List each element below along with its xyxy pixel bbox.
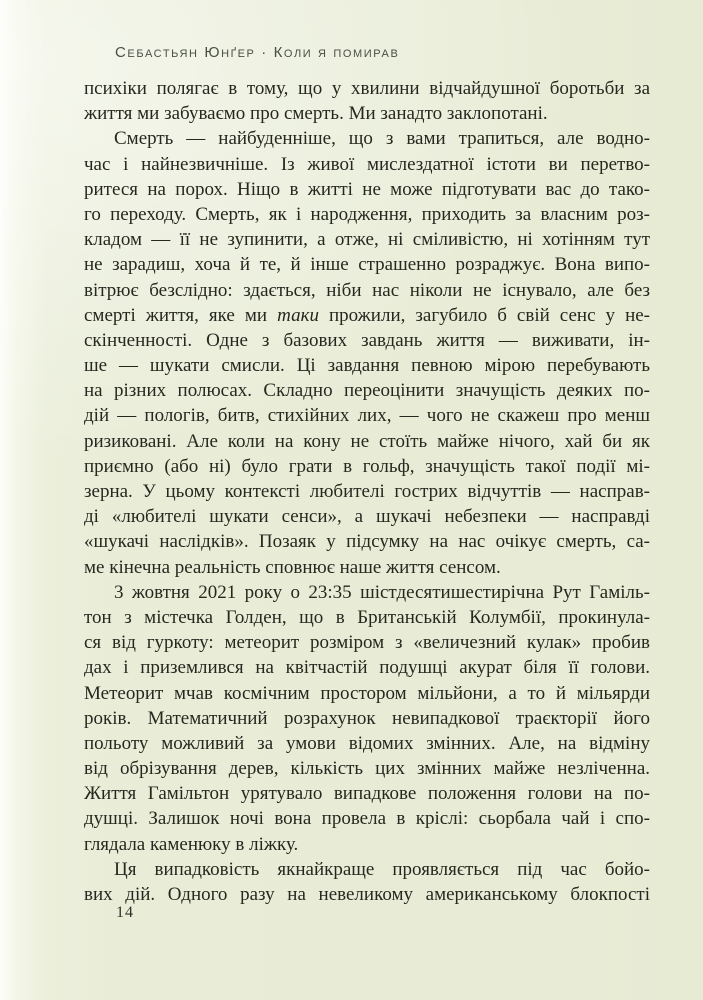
text-line: ризиковані. Але коли на кону не стоїть майже нічого, хай би як xyxy=(84,430,650,452)
text-line: на різних полюсах. Складно переоцінити значущість деяких по- xyxy=(84,380,650,402)
text-line: скінченності. Одне з базових завдань життя — виживати, ін- xyxy=(84,329,650,351)
text-line: душці. Залишок ночі вона провела в кріслі: сьорбала чай і спо- xyxy=(84,808,650,830)
text-line: ше — шукати смисли. Ці завдання певною мірою перебувають xyxy=(84,355,650,377)
paragraph xyxy=(84,76,650,126)
text-line: польоту можливий за умови відомих змінних. Але, на відміну xyxy=(84,732,650,754)
text-line: 3 жовтня 2021 року о 23:35 шістдесятишестирічна Рут Гаміль- xyxy=(114,581,650,603)
text-line: ритеся на порох. Ніщо в житті не може підготувати вас до тако- xyxy=(84,178,650,200)
text-line: вітрює безслідно: здається, ніби нас ніколи не існувало, але без xyxy=(84,279,650,301)
text-line: ді «любителі шукати сенси», а шукачі небезпеки — насправді xyxy=(84,506,650,528)
text-line: років. Математичний розрахунок невипадкової траєкторії його xyxy=(84,707,650,729)
text-line: дій — пологів, битв, стихійних лих, — чого не скажеш про менш xyxy=(84,405,650,427)
paragraph xyxy=(84,126,650,579)
text-line: вих дій. Одного разу на невеликому американському блокпості xyxy=(84,884,650,905)
text-line: життя ми забуваємо про смерть. Ми занадто заклопотані. xyxy=(84,103,548,125)
text-line: Смерть — найбуденніше, що з вами трапиться, але водно- xyxy=(114,128,650,150)
text-line: го переходу. Смерть, як і народження, приходить за власним роз- xyxy=(84,203,650,225)
text-line: не зарадиш, хоча й те, й інше страшенно розраджує. Вона випо- xyxy=(84,254,650,276)
text-line: «шукачі наслідків». Позаяк у підсумку на нас очікує смерть, са- xyxy=(84,531,650,553)
text-line: від обрізування дерев, кількість цих змінних майже незліченна. xyxy=(84,758,650,780)
text-line: кладом — її не зупинити, а отже, ні сміливістю, ні хотінням тут xyxy=(84,229,650,251)
text-line: Ця випадковість якнайкраще проявляється під час бойо- xyxy=(114,858,650,880)
text-line: Життя Гамільтон урятувало випадкове положення голови на по- xyxy=(84,783,650,805)
paragraph xyxy=(84,857,650,907)
text-line: ме кінечна реальність сповнює наше життя сенсом. xyxy=(84,556,501,578)
text-line: психіки полягає в тому, що у хвилини відчайдушної боротьби за xyxy=(84,78,650,99)
text-line: тон з містечка Голден, що в Британській Колумбії, прокинула- xyxy=(84,606,650,628)
paragraph xyxy=(84,580,650,857)
text-line: час і найнезвичніше. Із живої мислездатної істоти ви перетво- xyxy=(84,153,650,175)
text-line: ся від гуркоту: метеорит розміром з «величезний кулак» пробив xyxy=(84,632,650,654)
page-number: 14 xyxy=(116,904,134,921)
text-line: Метеорит мчав космічним простором мільйони, а то й мільярди xyxy=(84,682,650,704)
text-block xyxy=(84,76,650,907)
text-line: смерті життя, яке ми таки прожили, загубило б свій сенс у не- xyxy=(84,304,650,326)
text-line: глядала каменюку в ліжку. xyxy=(84,833,299,855)
text-line: приємно (або ні) було грати в гольф, значущість такої події мі- xyxy=(84,455,650,477)
text-line: дах і приземлився на квітчастій подушці акурат біля її голови. xyxy=(84,657,650,679)
running-header: Себастьян Юнґер · Коли я помирав xyxy=(115,44,400,61)
text-line: зерна. У цьому контексті любителі гострих відчуттів — насправ- xyxy=(84,481,650,502)
